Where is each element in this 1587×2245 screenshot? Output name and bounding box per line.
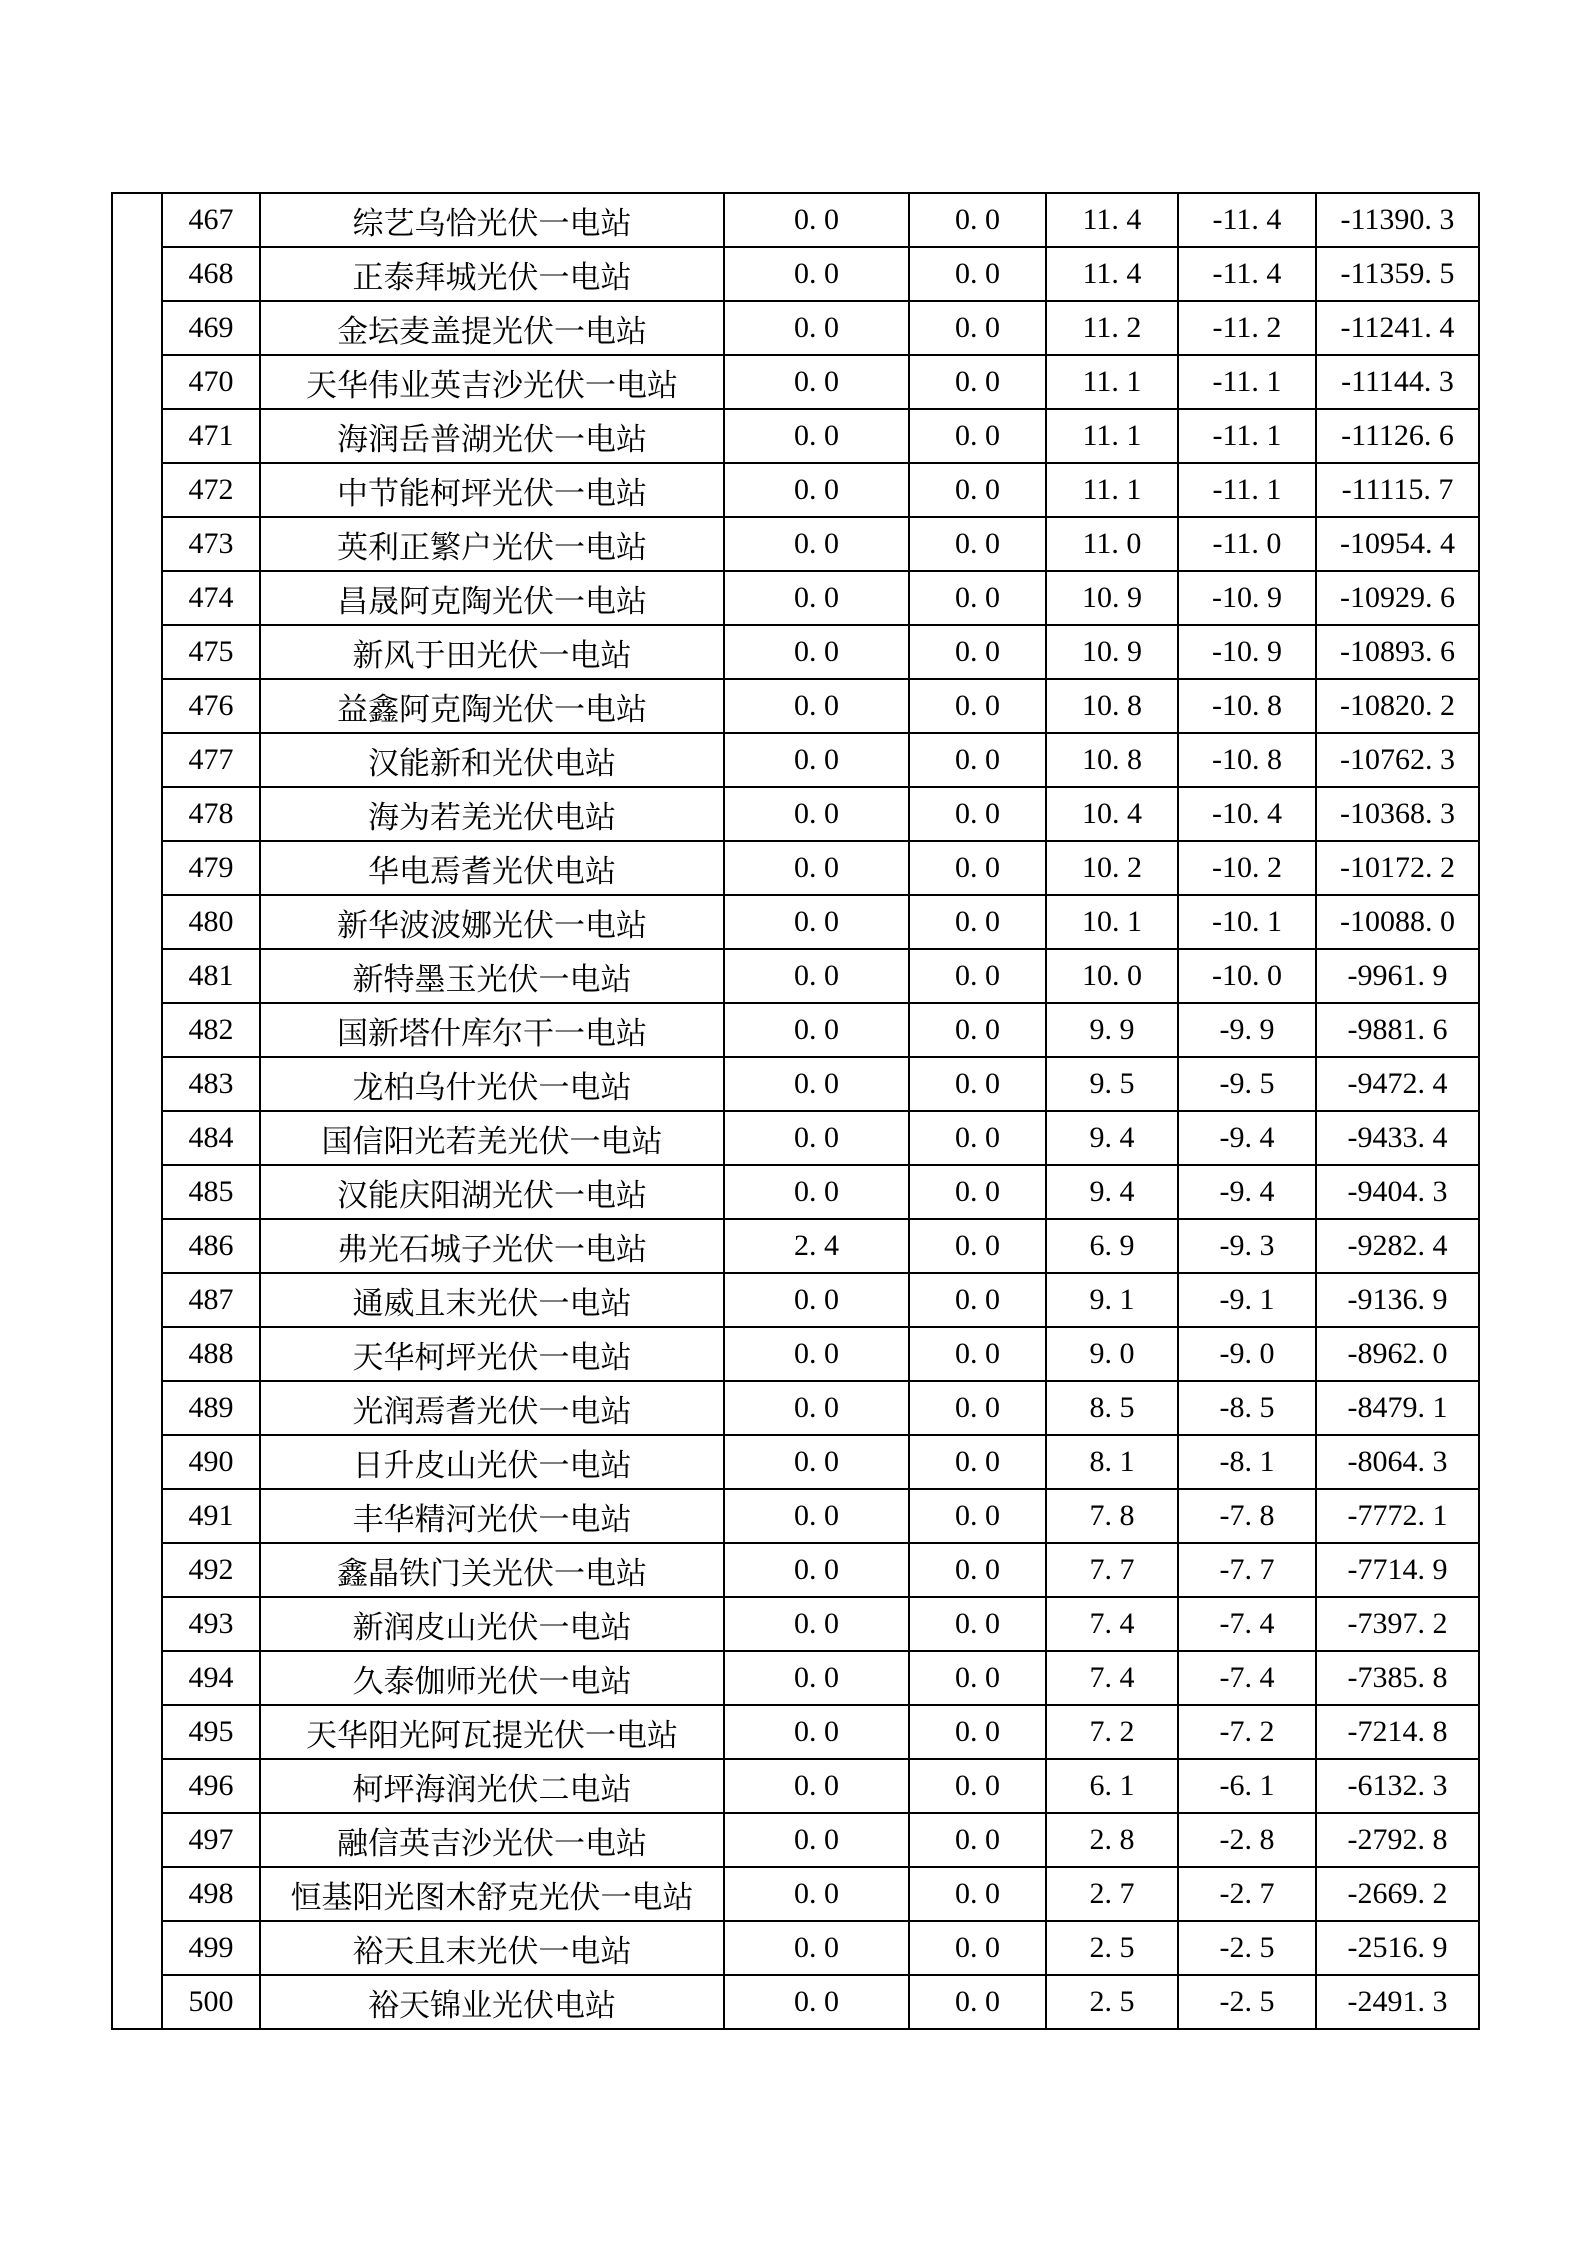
value-col-2: 0. 0	[909, 1921, 1046, 1975]
value-col-1: 0. 0	[724, 193, 909, 247]
row-number: 479	[162, 841, 260, 895]
table-row	[112, 409, 1479, 463]
row-number: 498	[162, 1867, 260, 1921]
station-name: 汉能庆阳湖光伏一电站	[260, 1165, 724, 1219]
value-col-1: 0. 0	[724, 625, 909, 679]
table-row	[112, 1921, 1479, 1975]
value-col-1: 0. 0	[724, 1921, 909, 1975]
row-number: 486	[162, 1219, 260, 1273]
table-row	[112, 1975, 1479, 2029]
value-col-5: -7214. 8	[1316, 1705, 1479, 1759]
value-col-2: 0. 0	[909, 1165, 1046, 1219]
value-col-3: 2. 5	[1046, 1975, 1178, 2029]
station-name: 新风于田光伏一电站	[260, 625, 724, 679]
row-number: 499	[162, 1921, 260, 1975]
value-col-3: 10. 8	[1046, 733, 1178, 787]
table-row	[112, 949, 1479, 1003]
value-col-3: 8. 1	[1046, 1435, 1178, 1489]
value-col-3: 11. 2	[1046, 301, 1178, 355]
value-col-3: 11. 4	[1046, 247, 1178, 301]
value-col-1: 0. 0	[724, 355, 909, 409]
value-col-2: 0. 0	[909, 1813, 1046, 1867]
station-name: 龙柏乌什光伏一电站	[260, 1057, 724, 1111]
value-col-5: -9282. 4	[1316, 1219, 1479, 1273]
table-row	[112, 1003, 1479, 1057]
value-col-3: 11. 1	[1046, 463, 1178, 517]
value-col-3: 10. 1	[1046, 895, 1178, 949]
value-col-5: -10172. 2	[1316, 841, 1479, 895]
station-name: 国信阳光若羌光伏一电站	[260, 1111, 724, 1165]
station-name: 益鑫阿克陶光伏一电站	[260, 679, 724, 733]
row-number: 477	[162, 733, 260, 787]
station-name: 天华伟业英吉沙光伏一电站	[260, 355, 724, 409]
row-number: 467	[162, 193, 260, 247]
value-col-5: -11390. 3	[1316, 193, 1479, 247]
station-name: 新特墨玉光伏一电站	[260, 949, 724, 1003]
table-row	[112, 1597, 1479, 1651]
value-col-4: -10. 8	[1178, 733, 1316, 787]
value-col-2: 0. 0	[909, 193, 1046, 247]
table-row	[112, 193, 1479, 247]
value-col-4: -9. 4	[1178, 1165, 1316, 1219]
value-col-5: -10954. 4	[1316, 517, 1479, 571]
value-col-2: 0. 0	[909, 409, 1046, 463]
stations-table	[111, 192, 1480, 2030]
row-number: 469	[162, 301, 260, 355]
station-name: 久泰伽师光伏一电站	[260, 1651, 724, 1705]
value-col-4: -11. 2	[1178, 301, 1316, 355]
row-number: 478	[162, 787, 260, 841]
value-col-3: 7. 8	[1046, 1489, 1178, 1543]
table-row	[112, 1327, 1479, 1381]
row-number: 473	[162, 517, 260, 571]
value-col-4: -9. 1	[1178, 1273, 1316, 1327]
value-col-1: 0. 0	[724, 1111, 909, 1165]
value-col-5: -8064. 3	[1316, 1435, 1479, 1489]
station-name: 正泰拜城光伏一电站	[260, 247, 724, 301]
value-col-2: 0. 0	[909, 841, 1046, 895]
value-col-1: 0. 0	[724, 733, 909, 787]
value-col-1: 0. 0	[724, 1003, 909, 1057]
value-col-2: 0. 0	[909, 517, 1046, 571]
value-col-3: 9. 4	[1046, 1111, 1178, 1165]
value-col-1: 0. 0	[724, 571, 909, 625]
station-name: 新润皮山光伏一电站	[260, 1597, 724, 1651]
station-name: 汉能新和光伏电站	[260, 733, 724, 787]
row-number: 472	[162, 463, 260, 517]
value-col-2: 0. 0	[909, 1327, 1046, 1381]
row-number: 475	[162, 625, 260, 679]
value-col-5: -7714. 9	[1316, 1543, 1479, 1597]
value-col-4: -7. 4	[1178, 1597, 1316, 1651]
value-col-2: 0. 0	[909, 463, 1046, 517]
station-name: 新华波波娜光伏一电站	[260, 895, 724, 949]
row-number: 492	[162, 1543, 260, 1597]
value-col-1: 0. 0	[724, 1165, 909, 1219]
value-col-3: 6. 9	[1046, 1219, 1178, 1273]
station-name: 融信英吉沙光伏一电站	[260, 1813, 724, 1867]
station-name: 综艺乌恰光伏一电站	[260, 193, 724, 247]
row-number: 500	[162, 1975, 260, 2029]
value-col-2: 0. 0	[909, 1381, 1046, 1435]
value-col-1: 0. 0	[724, 841, 909, 895]
value-col-5: -8479. 1	[1316, 1381, 1479, 1435]
value-col-1: 0. 0	[724, 463, 909, 517]
row-number: 482	[162, 1003, 260, 1057]
table-row	[112, 679, 1479, 733]
value-col-4: -9. 4	[1178, 1111, 1316, 1165]
value-col-1: 0. 0	[724, 1273, 909, 1327]
table-row	[112, 1435, 1479, 1489]
station-name: 裕天锦业光伏电站	[260, 1975, 724, 2029]
value-col-5: -9881. 6	[1316, 1003, 1479, 1057]
table-row	[112, 1759, 1479, 1813]
station-name: 中节能柯坪光伏一电站	[260, 463, 724, 517]
value-col-5: -2669. 2	[1316, 1867, 1479, 1921]
table-row	[112, 355, 1479, 409]
row-number: 495	[162, 1705, 260, 1759]
row-number: 480	[162, 895, 260, 949]
value-col-5: -10762. 3	[1316, 733, 1479, 787]
value-col-3: 9. 9	[1046, 1003, 1178, 1057]
value-col-4: -2. 5	[1178, 1975, 1316, 2029]
value-col-5: -10820. 2	[1316, 679, 1479, 733]
value-col-3: 7. 4	[1046, 1597, 1178, 1651]
station-name: 国新塔什库尔干一电站	[260, 1003, 724, 1057]
value-col-2: 0. 0	[909, 355, 1046, 409]
value-col-3: 11. 4	[1046, 193, 1178, 247]
value-col-2: 0. 0	[909, 1435, 1046, 1489]
value-col-5: -9136. 9	[1316, 1273, 1479, 1327]
table-row	[112, 895, 1479, 949]
value-col-2: 0. 0	[909, 1057, 1046, 1111]
value-col-1: 0. 0	[724, 517, 909, 571]
table-row	[112, 841, 1479, 895]
table-row	[112, 1651, 1479, 1705]
station-name: 通威且末光伏一电站	[260, 1273, 724, 1327]
value-col-5: -7772. 1	[1316, 1489, 1479, 1543]
value-col-4: -9. 5	[1178, 1057, 1316, 1111]
row-number: 484	[162, 1111, 260, 1165]
value-col-4: -10. 4	[1178, 787, 1316, 841]
table-row	[112, 463, 1479, 517]
value-col-4: -7. 8	[1178, 1489, 1316, 1543]
value-col-5: -11241. 4	[1316, 301, 1479, 355]
value-col-3: 7. 4	[1046, 1651, 1178, 1705]
row-number: 490	[162, 1435, 260, 1489]
table-row	[112, 1165, 1479, 1219]
value-col-3: 10. 0	[1046, 949, 1178, 1003]
station-name: 光润焉耆光伏一电站	[260, 1381, 724, 1435]
value-col-2: 0. 0	[909, 1219, 1046, 1273]
row-number: 468	[162, 247, 260, 301]
value-col-1: 0. 0	[724, 1327, 909, 1381]
station-name: 海为若羌光伏电站	[260, 787, 724, 841]
table-row	[112, 247, 1479, 301]
value-col-2: 0. 0	[909, 625, 1046, 679]
value-col-1: 0. 0	[724, 1435, 909, 1489]
value-col-4: -10. 8	[1178, 679, 1316, 733]
row-number: 497	[162, 1813, 260, 1867]
value-col-1: 0. 0	[724, 1381, 909, 1435]
station-name: 昌晟阿克陶光伏一电站	[260, 571, 724, 625]
table-row	[112, 733, 1479, 787]
value-col-5: -2491. 3	[1316, 1975, 1479, 2029]
value-col-1: 0. 0	[724, 409, 909, 463]
value-col-1: 0. 0	[724, 1813, 909, 1867]
value-col-3: 7. 2	[1046, 1705, 1178, 1759]
row-number: 481	[162, 949, 260, 1003]
value-col-1: 2. 4	[724, 1219, 909, 1273]
value-col-4: -9. 9	[1178, 1003, 1316, 1057]
value-col-4: -11. 4	[1178, 247, 1316, 301]
stations-table-body	[112, 193, 1479, 2029]
table-row	[112, 1381, 1479, 1435]
table-row	[112, 1867, 1479, 1921]
row-number: 494	[162, 1651, 260, 1705]
value-col-3: 10. 9	[1046, 571, 1178, 625]
value-col-3: 9. 1	[1046, 1273, 1178, 1327]
value-col-2: 0. 0	[909, 787, 1046, 841]
value-col-4: -2. 5	[1178, 1921, 1316, 1975]
value-col-5: -2516. 9	[1316, 1921, 1479, 1975]
value-col-5: -10893. 6	[1316, 625, 1479, 679]
table-row	[112, 1273, 1479, 1327]
value-col-4: -7. 7	[1178, 1543, 1316, 1597]
station-name: 天华阳光阿瓦提光伏一电站	[260, 1705, 724, 1759]
station-name: 裕天且末光伏一电站	[260, 1921, 724, 1975]
station-name: 恒基阳光图木舒克光伏一电站	[260, 1867, 724, 1921]
row-number: 489	[162, 1381, 260, 1435]
value-col-4: -7. 2	[1178, 1705, 1316, 1759]
value-col-2: 0. 0	[909, 1489, 1046, 1543]
value-col-2: 0. 0	[909, 1705, 1046, 1759]
value-col-1: 0. 0	[724, 1543, 909, 1597]
station-name: 海润岳普湖光伏一电站	[260, 409, 724, 463]
value-col-1: 0. 0	[724, 949, 909, 1003]
table-row	[112, 1057, 1479, 1111]
value-col-2: 0. 0	[909, 247, 1046, 301]
value-col-2: 0. 0	[909, 949, 1046, 1003]
value-col-3: 10. 2	[1046, 841, 1178, 895]
value-col-1: 0. 0	[724, 787, 909, 841]
value-col-5: -10929. 6	[1316, 571, 1479, 625]
value-col-5: -11126. 6	[1316, 409, 1479, 463]
value-col-2: 0. 0	[909, 679, 1046, 733]
value-col-3: 10. 8	[1046, 679, 1178, 733]
value-col-3: 9. 5	[1046, 1057, 1178, 1111]
station-name: 天华柯坪光伏一电站	[260, 1327, 724, 1381]
value-col-4: -6. 1	[1178, 1759, 1316, 1813]
value-col-1: 0. 0	[724, 1759, 909, 1813]
value-col-5: -6132. 3	[1316, 1759, 1479, 1813]
row-number: 487	[162, 1273, 260, 1327]
station-name: 英利正繁户光伏一电站	[260, 517, 724, 571]
value-col-3: 2. 8	[1046, 1813, 1178, 1867]
value-col-4: -11. 0	[1178, 517, 1316, 571]
value-col-2: 0. 0	[909, 733, 1046, 787]
value-col-3: 2. 5	[1046, 1921, 1178, 1975]
value-col-1: 0. 0	[724, 247, 909, 301]
station-name: 鑫晶铁门关光伏一电站	[260, 1543, 724, 1597]
value-col-4: -11. 1	[1178, 409, 1316, 463]
value-col-5: -7397. 2	[1316, 1597, 1479, 1651]
value-col-5: -11115. 7	[1316, 463, 1479, 517]
value-col-3: 11. 1	[1046, 355, 1178, 409]
value-col-1: 0. 0	[724, 1651, 909, 1705]
row-number: 476	[162, 679, 260, 733]
group-spanner-cell	[112, 193, 162, 2029]
value-col-5: -9472. 4	[1316, 1057, 1479, 1111]
value-col-4: -7. 4	[1178, 1651, 1316, 1705]
row-number: 488	[162, 1327, 260, 1381]
table-row	[112, 1543, 1479, 1597]
station-name: 日升皮山光伏一电站	[260, 1435, 724, 1489]
row-number: 493	[162, 1597, 260, 1651]
value-col-1: 0. 0	[724, 1975, 909, 2029]
table-row	[112, 1219, 1479, 1273]
value-col-5: -9433. 4	[1316, 1111, 1479, 1165]
value-col-4: -11. 4	[1178, 193, 1316, 247]
value-col-3: 11. 1	[1046, 409, 1178, 463]
value-col-2: 0. 0	[909, 1759, 1046, 1813]
row-number: 485	[162, 1165, 260, 1219]
value-col-2: 0. 0	[909, 1597, 1046, 1651]
value-col-2: 0. 0	[909, 301, 1046, 355]
value-col-4: -8. 1	[1178, 1435, 1316, 1489]
value-col-1: 0. 0	[724, 679, 909, 733]
row-number: 470	[162, 355, 260, 409]
value-col-2: 0. 0	[909, 1975, 1046, 2029]
table-row	[112, 1111, 1479, 1165]
value-col-4: -11. 1	[1178, 463, 1316, 517]
value-col-1: 0. 0	[724, 895, 909, 949]
value-col-3: 2. 7	[1046, 1867, 1178, 1921]
value-col-3: 9. 0	[1046, 1327, 1178, 1381]
value-col-4: -10. 9	[1178, 625, 1316, 679]
value-col-5: -11144. 3	[1316, 355, 1479, 409]
value-col-5: -10088. 0	[1316, 895, 1479, 949]
value-col-2: 0. 0	[909, 895, 1046, 949]
value-col-1: 0. 0	[724, 1057, 909, 1111]
row-number: 491	[162, 1489, 260, 1543]
value-col-2: 0. 0	[909, 1867, 1046, 1921]
value-col-4: -11. 1	[1178, 355, 1316, 409]
row-number: 474	[162, 571, 260, 625]
value-col-1: 0. 0	[724, 1705, 909, 1759]
value-col-2: 0. 0	[909, 1273, 1046, 1327]
value-col-2: 0. 0	[909, 1651, 1046, 1705]
value-col-1: 0. 0	[724, 1489, 909, 1543]
value-col-5: -2792. 8	[1316, 1813, 1479, 1867]
table-row	[112, 301, 1479, 355]
value-col-5: -9404. 3	[1316, 1165, 1479, 1219]
table-row	[112, 1705, 1479, 1759]
value-col-2: 0. 0	[909, 1111, 1046, 1165]
row-number: 496	[162, 1759, 260, 1813]
row-number: 471	[162, 409, 260, 463]
value-col-1: 0. 0	[724, 1597, 909, 1651]
value-col-4: -2. 7	[1178, 1867, 1316, 1921]
value-col-4: -10. 0	[1178, 949, 1316, 1003]
value-col-2: 0. 0	[909, 1003, 1046, 1057]
value-col-4: -10. 9	[1178, 571, 1316, 625]
station-name: 弗光石城子光伏一电站	[260, 1219, 724, 1273]
station-name: 金坛麦盖提光伏一电站	[260, 301, 724, 355]
value-col-4: -9. 3	[1178, 1219, 1316, 1273]
value-col-3: 7. 7	[1046, 1543, 1178, 1597]
value-col-5: -10368. 3	[1316, 787, 1479, 841]
value-col-2: 0. 0	[909, 1543, 1046, 1597]
value-col-3: 10. 4	[1046, 787, 1178, 841]
value-col-1: 0. 0	[724, 1867, 909, 1921]
value-col-3: 6. 1	[1046, 1759, 1178, 1813]
row-number: 483	[162, 1057, 260, 1111]
value-col-4: -8. 5	[1178, 1381, 1316, 1435]
station-name: 丰华精河光伏一电站	[260, 1489, 724, 1543]
value-col-5: -7385. 8	[1316, 1651, 1479, 1705]
table-row	[112, 571, 1479, 625]
value-col-3: 8. 5	[1046, 1381, 1178, 1435]
value-col-4: -10. 2	[1178, 841, 1316, 895]
value-col-5: -9961. 9	[1316, 949, 1479, 1003]
value-col-4: -2. 8	[1178, 1813, 1316, 1867]
value-col-1: 0. 0	[724, 301, 909, 355]
value-col-4: -9. 0	[1178, 1327, 1316, 1381]
value-col-3: 9. 4	[1046, 1165, 1178, 1219]
value-col-3: 10. 9	[1046, 625, 1178, 679]
value-col-5: -11359. 5	[1316, 247, 1479, 301]
value-col-3: 11. 0	[1046, 517, 1178, 571]
value-col-5: -8962. 0	[1316, 1327, 1479, 1381]
station-name: 华电焉耆光伏电站	[260, 841, 724, 895]
table-row	[112, 517, 1479, 571]
station-name: 柯坪海润光伏二电站	[260, 1759, 724, 1813]
value-col-2: 0. 0	[909, 571, 1046, 625]
value-col-4: -10. 1	[1178, 895, 1316, 949]
table-row	[112, 1813, 1479, 1867]
table-row	[112, 625, 1479, 679]
table-row	[112, 1489, 1479, 1543]
table-row	[112, 787, 1479, 841]
